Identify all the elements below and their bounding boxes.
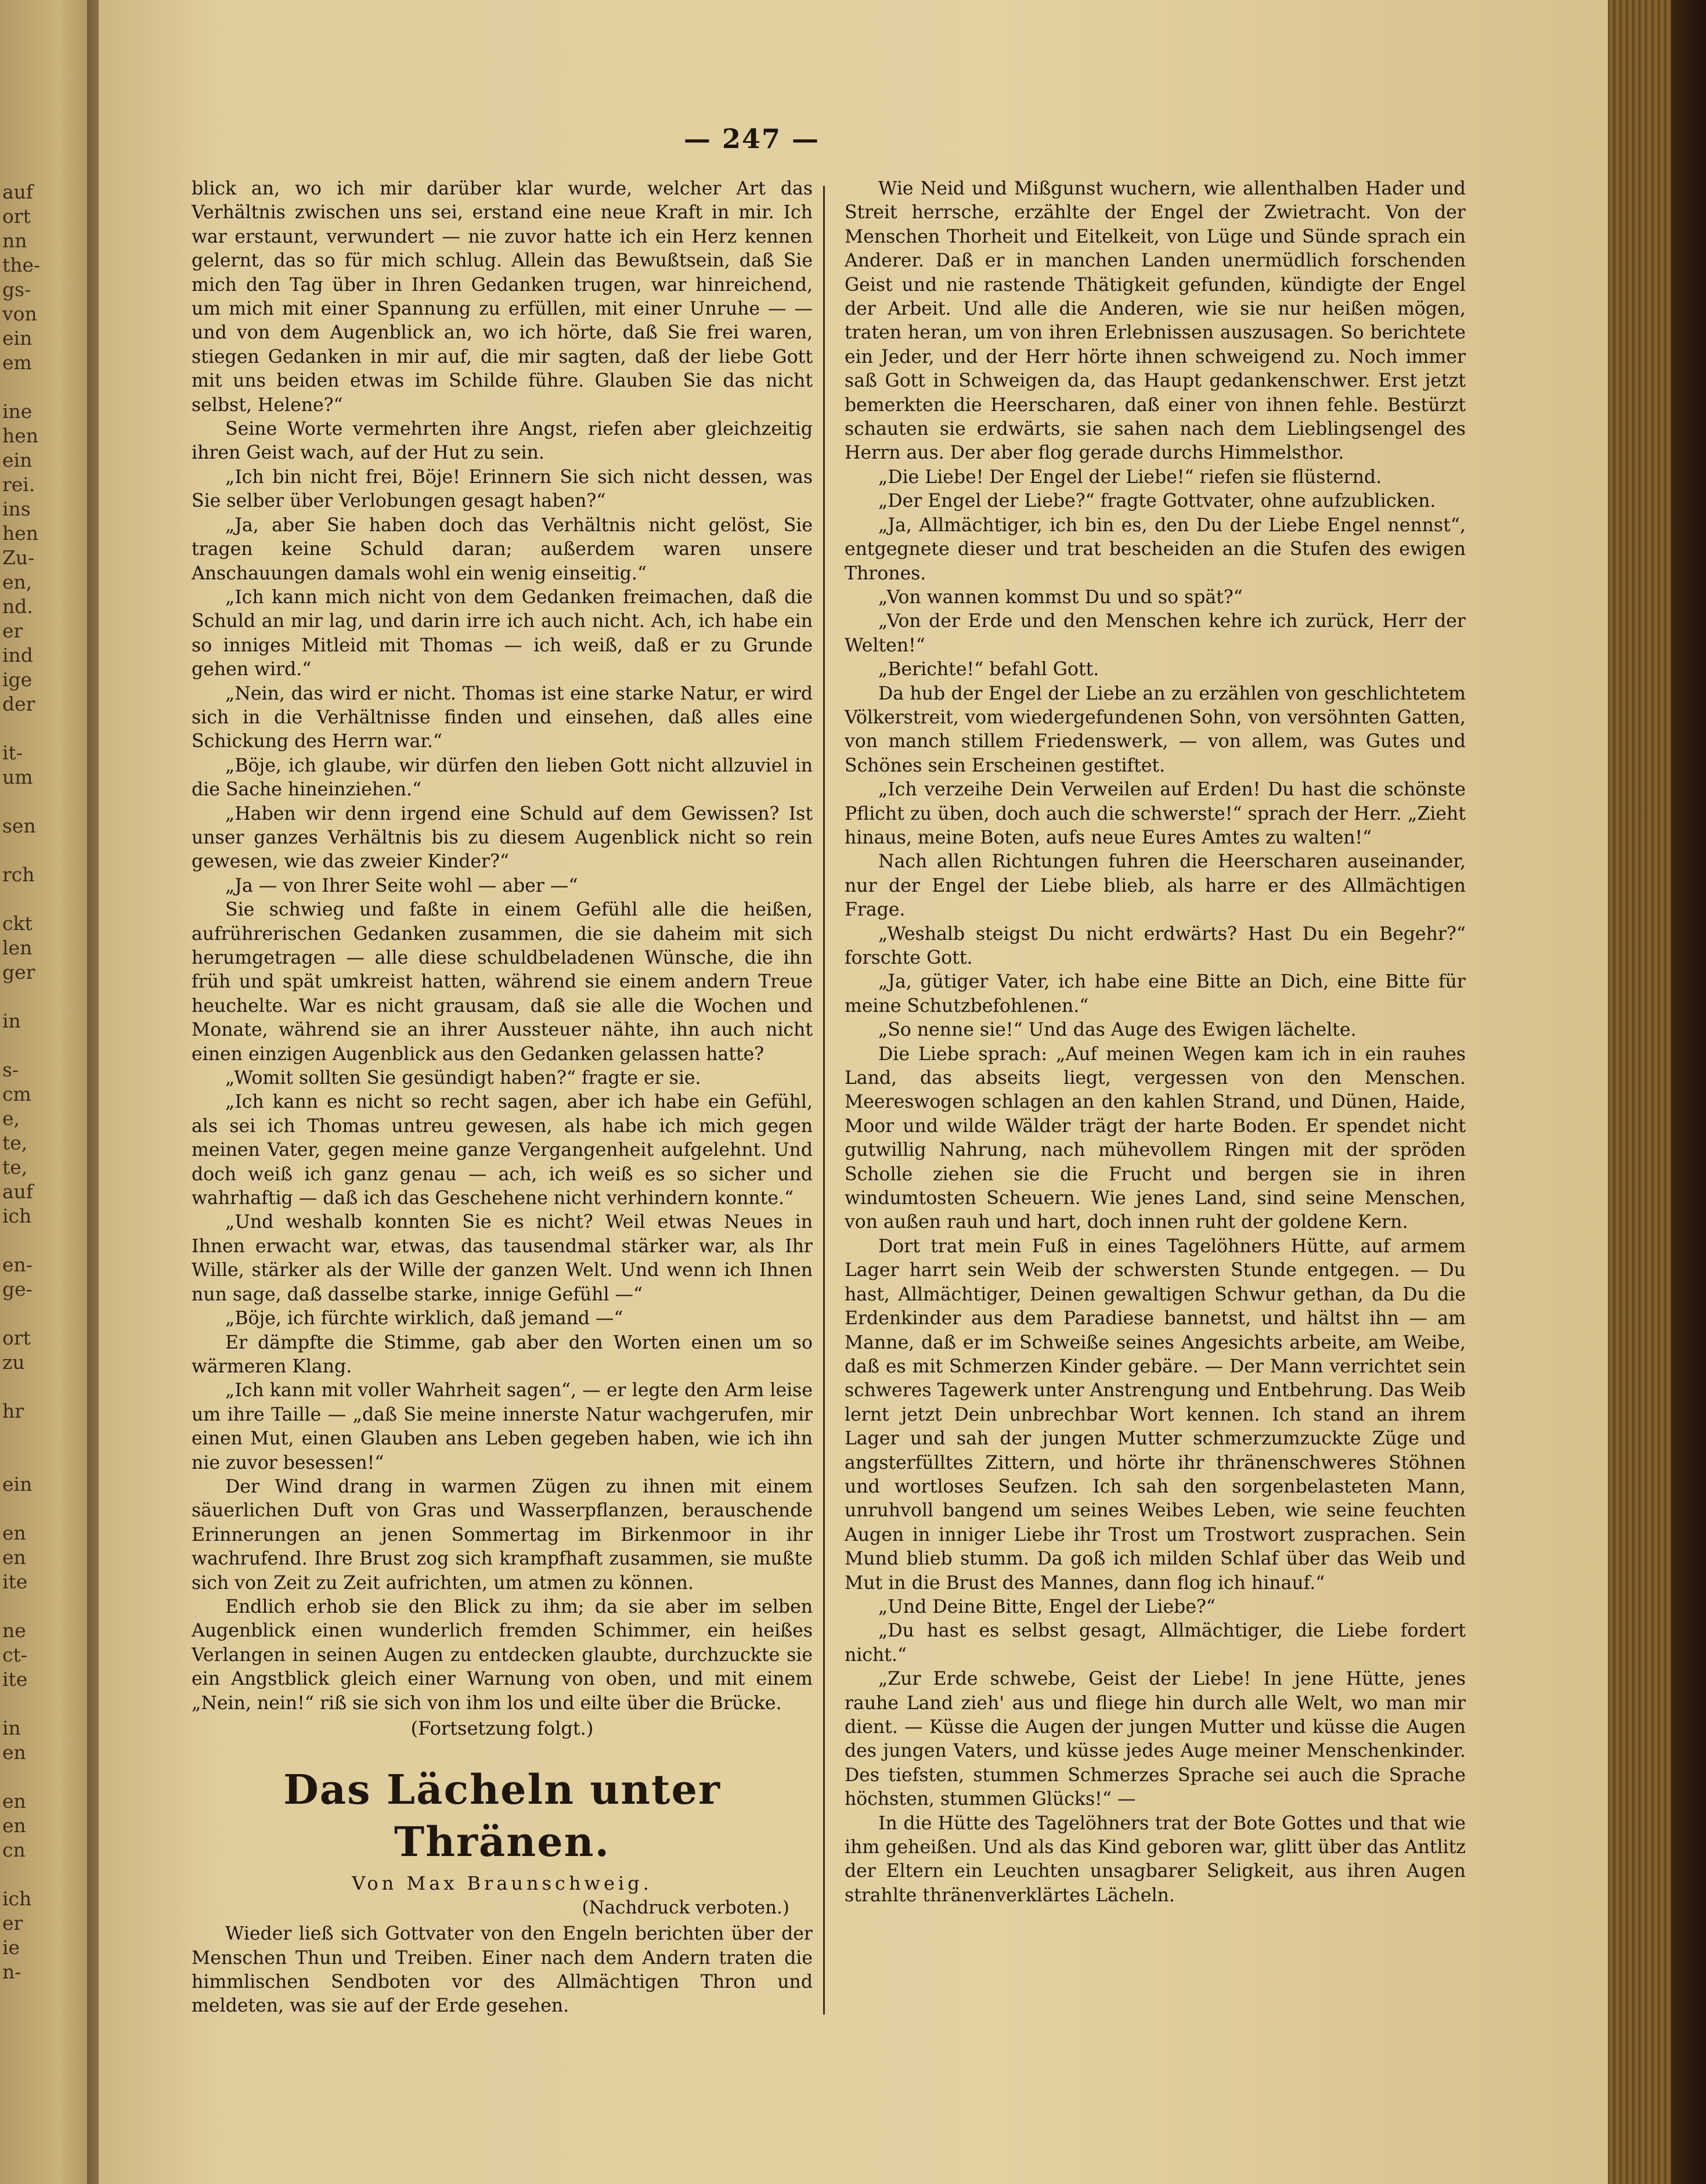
previous-page-fragment: en — [2, 1546, 26, 1569]
previous-page-fragment: en — [2, 1741, 26, 1764]
article-paragraph: In die Hütte des Tagelöhners trat der Bote Gottes und that wie ihm geheißen. Und als das Kind geboren war, glitt über das Antlitz der Eltern ein Leuchten unsagbarer Seligkeit, aus ihren Augen strahlte thränenverklärtes Lächeln. — [845, 1812, 1466, 1906]
article-paragraph: Die Liebe sprach: „Auf meinen Wegen kam ich in ein rauhes Land, das abseits liegt, vergessen von den Menschen. Meereswogen schlagen an den kahlen Strand, und Dünen, Haide, Moor und wilde Wälder trägt der harte Boden. Er spendet nicht gutwillig Nahrung, nach mühevollem Ringen mit der spröden Scholle ziehen sie die Frucht und bergen sie in ihren windumtosten Scheuern. Wie jenes Land, sind seine Menschen, von außen rauh und hart, doch innen ruht der goldene Kern. — [845, 1043, 1466, 1233]
article-paragraph: Wieder ließ sich Gottvater von den Engeln berichten über der Menschen Thun und Treiben. Einer nach dem Andern traten die himmlischen Sendboten vor des Allmächtigen Thron und meldeten, was sie auf der Erde gesehen. — [192, 1923, 813, 2017]
previous-page-fragment: s- — [2, 1058, 19, 1081]
paragraph: „Ich kann es nicht so recht sagen, aber ich habe ein Gefühl, als sei ich Thomas untreu gewesen, als habe ich mich gegen meinen Vater, gegen meine ganze Vergangenheit aufgelehnt. Und doch weiß ich ganz genau — ach, ich weiß es so sicher und wahrhaftig — daß ich das Geschehene nicht verhindern konnte.“ — [192, 1091, 813, 1209]
previous-page-fragment: ite — [2, 1570, 28, 1593]
previous-page-fragment: ine — [2, 400, 33, 423]
paragraph: „Ich kann mich nicht von dem Gedanken freimachen, daß die Schuld an mir lag, und darin irre ich auch nicht. Ach, ich habe ein so inniges Mitleid mit Thomas — ich weiß, daß er zu Grunde gehen wird.“ — [192, 586, 813, 680]
previous-page-fragment: ind — [2, 644, 33, 666]
previous-page-fragment: cm — [2, 1083, 31, 1105]
article-paragraph: „Ja, gütiger Vater, ich habe eine Bitte an Dich, eine Bitte für meine Schutzbefohlenen.“ — [845, 971, 1466, 1017]
previous-page-fragment: zu — [2, 1351, 25, 1374]
previous-page-fragment: en — [2, 1522, 26, 1544]
article-paragraph: „Der Engel der Liebe?“ fragte Gottvater, ohne aufzublicken. — [878, 491, 1436, 512]
paragraph: „Böje, ich fürchte wirklich, daß jemand —“ — [225, 1308, 623, 1329]
previous-page-fragment: ge- — [2, 1278, 33, 1300]
previous-page-fragment: Zu- — [2, 546, 35, 569]
previous-page-fragment: ort — [2, 1327, 31, 1349]
page-stack-edge — [1608, 0, 1706, 2184]
previous-page-edge — [0, 0, 99, 2184]
previous-page-fragment: nn — [2, 229, 27, 252]
previous-page-fragment: ige — [2, 668, 33, 691]
previous-page-fragment: rei. — [2, 473, 35, 496]
paragraph: „Ja, aber Sie haben doch das Verhältnis nicht gelöst, Sie tragen keine Schuld daran; außerdem waren unsere Anschauungen damals wohl ein wenig einseitig.“ — [192, 514, 813, 584]
previous-page-fragment: ein — [2, 1473, 33, 1495]
paragraph: „Haben wir denn irgend eine Schuld auf dem Gewissen? Ist unser ganzes Verhältnis bis zu diesem Augenblick nicht so rein gewesen, wie das zweier Kinder?“ — [192, 803, 813, 873]
previous-page-fragment: te, — [2, 1156, 28, 1179]
paragraph: „Ja — von Ihrer Seite wohl — aber —“ — [225, 875, 578, 896]
paragraph: Seine Worte vermehrten ihre Angst, riefen aber gleichzeitig ihren Geist wach, auf der Hut zu sein. — [192, 419, 813, 464]
previous-page-fragment: ckt — [2, 912, 33, 935]
previous-page-fragment: en — [2, 1814, 26, 1837]
previous-page-fragment: auf — [2, 181, 34, 203]
previous-page-fragment: hr — [2, 1400, 24, 1422]
article-paragraph: „So nenne sie!“ Und das Auge des Ewigen lächelte. — [878, 1019, 1357, 1041]
previous-page-fragment: nd. — [2, 595, 33, 618]
previous-page-fragment: ich — [2, 1205, 32, 1227]
previous-page-fragment: n- — [2, 1960, 21, 1983]
previous-page-fragment: ie — [2, 1936, 20, 1959]
previous-page-fragment: ort — [2, 205, 31, 228]
article-paragraph: „Von der Erde und den Menschen kehre ich zurück, Herr der Welten!“ — [845, 611, 1466, 656]
previous-page-fragment: e, — [2, 1107, 20, 1130]
previous-page-fragment: len — [2, 936, 33, 959]
article-paragraph: Da hub der Engel der Liebe an zu erzählen von geschlichtetem Völkerstreit, vom wiedergefundenen Sohn, von versöhnten Gatten, von manch stillem Friedenswerk, — von allem, was Gutes und Schönes sein Erscheinen gestiftet. — [845, 683, 1466, 776]
article-paragraph: „Von wannen kommst Du und so spät?“ — [878, 586, 1243, 608]
article-paragraph: „Zur Erde schwebe, Geist der Liebe! In jene Hütte, jenes rauhe Land zieh' aus und fliege hin durch alle Welt, wo man mir dient. — Küsse die Augen der jungen Mutter und küsse die Augen des jungen Vaters, und küsse jedes Auge meiner Menschenkinder. Des tiefsten, stummen Schmerzes Sprache sei auch die Sprache höchsten, stummen Glücks!“ — — [845, 1668, 1466, 1810]
paragraph: Der Wind drang in warmen Zügen zu ihnen mit einem säuerlichen Duft von Gras und Wasserpflanzen, berauschende Erinnerungen an jenen Sommertag im Birkenmoor in ihr wachrufend. Ihre Brust zog sich krampfhaft zusammen, sie mußte sich von Zeit zu Zeit aufrichten, um atmen zu können. — [192, 1476, 813, 1594]
previous-page-fragment: ger — [2, 961, 35, 983]
previous-page-fragment: en — [2, 1790, 26, 1812]
previous-page-fragment: hen — [2, 424, 39, 447]
right-text-column — [845, 177, 1466, 1908]
previous-page-fragment: it- — [2, 741, 23, 764]
continued-note: (Fortsetzung folgt.) — [410, 1717, 594, 1739]
previous-page-fragment: the- — [2, 254, 41, 276]
left-text-column — [192, 177, 813, 2019]
article-paragraph: Dort trat mein Fuß in eines Tagelöhners Hütte, auf armem Lager harrt sein Weib der schwersten Stunde entgegen. — Du hast, Allmächtiger, Deinen gewaltigen Schwur gethan, da Du die Erdenkinder aus dem Paradiese bannetst, und hältst ihn — am Manne, daß er im Schweiße seines Angesichts arbeite, am Weibe, daß es mit Schmerzen Kinder gebäre. — Der Mann verrichtet sein schweres Tagewerk unter Anstrengung und Entbehrung. Das Weib lernt jetzt Dein unbrechbar Wort kennen. Ich stand an ihrem Lager und sah der jungen Mutter schmerzumzuckte Züge und angsterfülltes Zittern, und hörte ihr thränenschweres Stöhnen und wortloses Seufzen. Ich sah den sorgenbelasteten Mann, unruhvoll bangend um seines Weibes Leben, wie seine feuchten Augen in inniger Liebe ihr Trost um Trostwort zusprachen. Sein Mund blieb stumm. Da goß ich milden Schlaf über das Weib und Mut in die Brust des Mannes, dann flog ich hinauf.“ — [845, 1235, 1466, 1594]
previous-page-fragment: in — [2, 1717, 21, 1739]
previous-page-fragment: rch — [2, 863, 35, 886]
paragraph: „Womit sollten Sie gesündigt haben?“ fragte er sie. — [225, 1068, 701, 1089]
column-divider — [823, 186, 825, 2014]
paragraph: „Ich kann mit voller Wahrheit sagen“, — er legte den Arm leise um ihre Taille — „daß Sie meine innerste Natur wachgerufen, mir einen Mut, einen Glauben ans Leben gegeben haben, wie ich ihn nie zuvor besessen!“ — [192, 1380, 813, 1473]
book-cover-edge — [1671, 0, 1706, 2184]
previous-page-fragment: auf — [2, 1180, 34, 1203]
previous-page-fragment: der — [2, 693, 35, 715]
article-title: Das Lächeln unter Thränen. — [283, 1765, 721, 1866]
previous-page-fragment: gs- — [2, 278, 31, 301]
article-byline: Von Max Braunschweig. — [352, 1872, 652, 1895]
previous-page-fragment: en- — [2, 1253, 33, 1276]
paragraph: blick an, wo ich mir darüber klar wurde, welcher Art das Verhältnis zwischen uns sei, erstand eine neue Kraft in mir. Ich war erstaunt, verwundert — nie zuvor hatte ich ein Herz kennen gelernt, das so für mich schlug. Allein das Bewußtsein, daß Sie mich den Tag über in Ihren Gedanken trugen, war hinreichend, um mich mit einer Spannung zu erfüllen, mit einer Unruhe — — und von dem Augenblick an, wo ich hörte, daß Sie frei waren, stiegen Gedanken in mir auf, die mir sagten, daß der liebe Gott mit uns beiden etwas im Schilde führe. Glauben Sie das nicht selbst, Helene?“ — [192, 178, 813, 416]
previous-page-fragment: hen — [2, 522, 39, 545]
previous-page-fragment: cn — [2, 1839, 26, 1861]
previous-page-fragment: er — [2, 619, 23, 642]
article-paragraph: Wie Neid und Mißgunst wuchern, wie allenthalben Hader und Streit herrsche, erzählte der Engel der Zwietracht. Von der Menschen Thorheit und Eitelkeit, von Lüge und Sünde sprach ein Anderer. Daß er in manchen Landen unermüdlich forschenden Geist und nie rastende Thätigkeit gefunden, kündigte der Engel der Arbeit. Und alle die Anderen, wie sie nur heißen mögen, traten heran, um von ihren Erlebnissen auszusagen. So berichtete ein Jeder, und der Herr hörte ihnen schweigend zu. Noch immer saß Gott in Schweigen da, das Haupt gedankenschwer. Erst jetzt bemerkten die Heerscharen, daß einer von ihnen fehle. Bestürzt schauten sie erdwärts, sie sahen nach dem Lieblingsengel des Herrn aus. Der aber flog gerade durchs Himmelsthor. — [845, 178, 1466, 464]
previous-page-fragment: te, — [2, 1131, 28, 1154]
previous-page-fragment: um — [2, 766, 33, 788]
article-paragraph: „Weshalb steigst Du nicht erdwärts? Hast Du ein Begehr?“ forschte Gott. — [845, 923, 1466, 968]
previous-page-fragment: ne — [2, 1619, 26, 1642]
article-paragraph: Nach allen Richtungen fuhren die Heerscharen auseinander, nur der Engel der Liebe blieb, als harre er des Allmächtigen Frage. — [845, 851, 1466, 921]
paragraph: „Nein, das wird er nicht. Thomas ist eine starke Natur, er wird sich in die Verhältnisse finden und einsehen, daß alles eine Schickung des Herrn war.“ — [192, 683, 813, 752]
article-paragraph: „Und Deine Bitte, Engel der Liebe?“ — [878, 1596, 1216, 1617]
rights-notice: (Nachdruck verboten.) — [582, 1897, 789, 1918]
article-paragraph: „Ja, Allmächtiger, ich bin es, den Du der Liebe Engel nennst“, entgegnete dieser und trat bescheiden an die Stufen des ewigen Thrones. — [845, 514, 1466, 584]
paragraph: „Und weshalb konnten Sie es nicht? Weil etwas Neues in Ihnen erwacht war, etwas, das tausendmal stärker war, als Ihr Wille, stärker als der Wille der ganzen Welt. Und wenn ich Ihnen nun sage, daß dasselbe starke, innige Gefühl —“ — [192, 1212, 813, 1305]
previous-page-fragment: ich — [2, 1887, 32, 1910]
article-paragraph: „Berichte!“ befahl Gott. — [878, 659, 1099, 680]
previous-page-fragment: em — [2, 351, 32, 374]
previous-page-fragment: in — [2, 1010, 21, 1032]
previous-page-fragment: er — [2, 1912, 23, 1934]
previous-page-fragment: sen — [2, 815, 36, 837]
article-paragraph: „Du hast es selbst gesagt, Allmächtiger, die Liebe fordert nicht.“ — [845, 1620, 1466, 1666]
paragraph: Endlich erhob sie den Blick zu ihm; da sie aber im selben Augenblick einen wunderlich fremden Schimmer, ein heißes Verlangen in seinen Augen zu entdecken glaubte, durchzuckte sie ein Angstblick gleich einer Warnung von oben, und mit einem „Nein, nein!“ riß sie sich von ihm los und eilte über die Brücke. — [192, 1596, 813, 1714]
previous-page-fragment: ite — [2, 1668, 28, 1691]
paragraph: „Ich bin nicht frei, Böje! Erinnern Sie sich nicht dessen, was Sie selber über Verlobungen gesagt haben?“ — [192, 466, 813, 512]
article-paragraph: „Die Liebe! Der Engel der Liebe!“ riefen sie flüsternd. — [878, 466, 1382, 488]
previous-page-fragment: von — [2, 302, 37, 325]
paragraph: Sie schwieg und faßte in einem Gefühl alle die heißen, aufrührerischen Gedanken zusammen, die sie daheim mit sich herumgetragen — alle diese schuldbeladenen Wünsche, die ihn früh und spät umkreist hatten, während sie einem andern Treue heuchelte. War es nicht grausam, daß sie alle die Wochen und Monate, während sie an ihrer Aussteuer nähte, ihn auch nicht einen einzigen Augenblick aus den Gedanken gelassen hatte? — [192, 899, 813, 1065]
previous-page-fragment: ein — [2, 449, 33, 471]
article-paragraph: „Ich verzeihe Dein Verweilen auf Erden! Du hast die schönste Pflicht zu üben, doch auch die schwerste!“ sprach der Herr. „Zieht hinaus, meine Boten, aufs neue Eures Amtes zu walten!“ — [845, 779, 1466, 848]
paragraph: „Böje, ich glaube, wir dürfen den lieben Gott nicht allzuviel in die Sache hineinziehen.“ — [192, 755, 813, 801]
previous-page-fragment: ins — [2, 498, 31, 520]
paragraph: Er dämpfte die Stimme, gab aber den Worten einen um so wärmeren Klang. — [192, 1332, 813, 1377]
page-number: — 247 — — [683, 123, 820, 154]
previous-page-fragment: ein — [2, 327, 33, 349]
previous-page-fragment: en, — [2, 571, 33, 593]
previous-page-fragment: ct- — [2, 1644, 27, 1666]
